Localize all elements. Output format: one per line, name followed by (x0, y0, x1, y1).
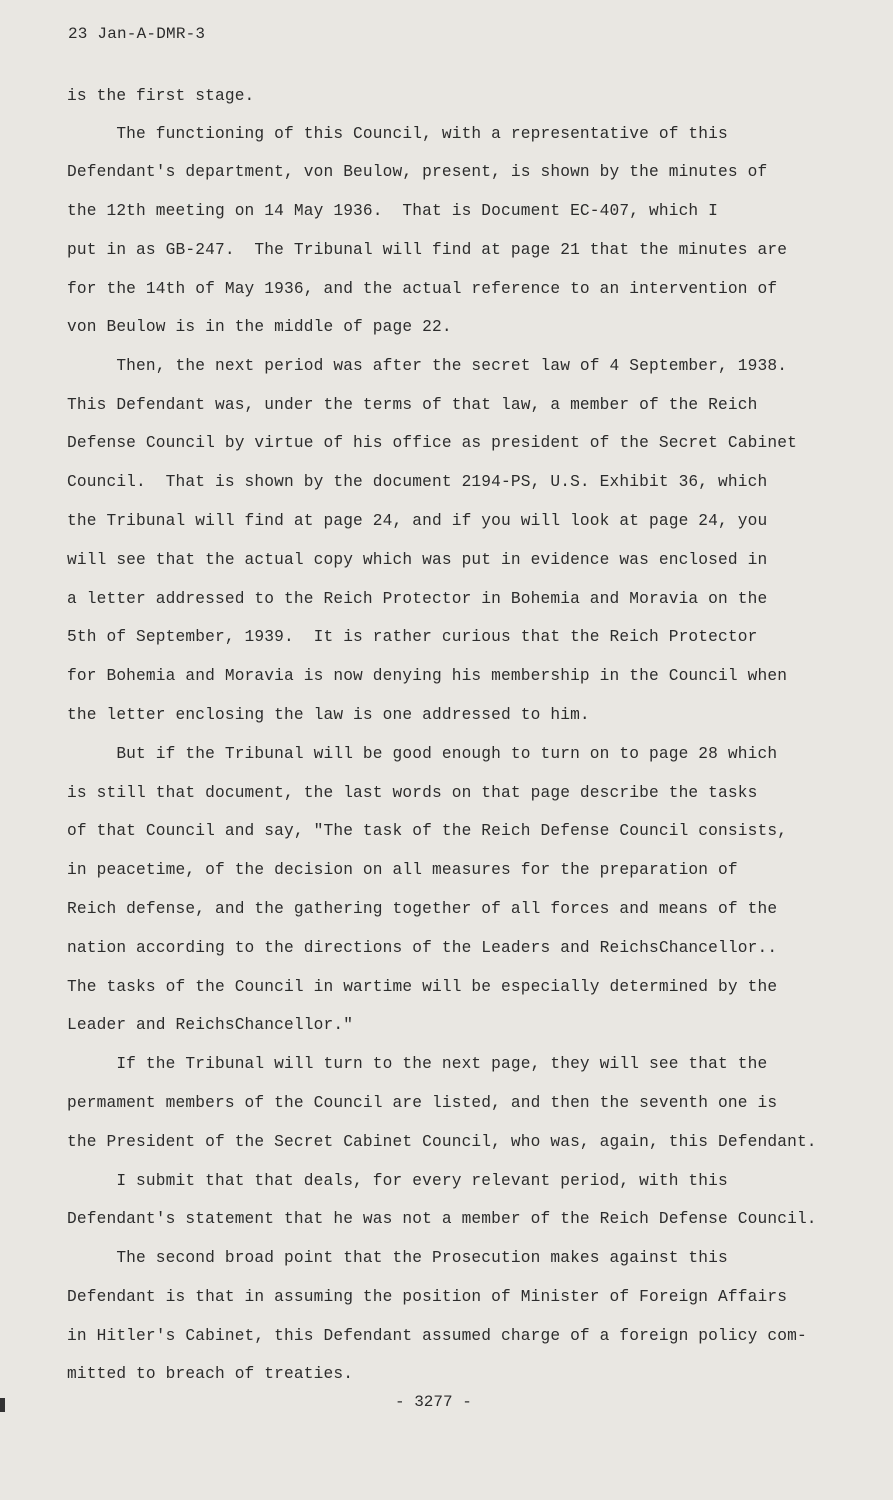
text-line: The second broad point that the Prosecution makes against this (67, 1249, 728, 1267)
text-line: nation according to the directions of the Leaders and ReichsChancellor.. (67, 939, 778, 957)
text-line: in peacetime, of the decision on all measures for the preparation of (67, 861, 738, 879)
text-line: But if the Tribunal will be good enough to turn on to page 28 which (67, 745, 778, 763)
text-line: Leader and ReichsChancellor." (67, 1016, 354, 1034)
text-line: The functioning of this Council, with a representative of this (67, 125, 728, 143)
text-line: is still that document, the last words on that page describe the tasks (67, 784, 758, 802)
text-line: the letter enclosing the law is one addressed to him. (67, 706, 590, 724)
text-line: Defendant is that in assuming the position of Minister of Foreign Affairs (67, 1288, 788, 1306)
text-line: If the Tribunal will turn to the next page, they will see that the (67, 1055, 768, 1073)
text-line: put in as GB-247. The Tribunal will find at page 21 that the minutes are (67, 241, 788, 259)
text-line: will see that the actual copy which was put in evidence was enclosed in (67, 551, 768, 569)
text-line: the President of the Secret Cabinet Council, who was, again, this Defendant. (67, 1133, 817, 1151)
text-line: Reich defense, and the gathering together of all forces and means of the (67, 900, 778, 918)
text-line: Defendant's statement that he was not a member of the Reich Defense Council. (67, 1210, 817, 1228)
text-line: von Beulow is in the middle of page 22. (67, 318, 452, 336)
text-line: mitted to breach of treaties. (67, 1365, 354, 1383)
document-header-id: 23 Jan-A-DMR-3 (68, 25, 206, 43)
text-line: This Defendant was, under the terms of that law, a member of the Reich (67, 396, 758, 414)
text-line: Defense Council by virtue of his office as president of the Secret Cabinet (67, 434, 797, 452)
text-line: the 12th meeting on 14 May 1936. That is Document EC-407, which I (67, 202, 719, 220)
text-line: of that Council and say, "The task of the Reich Defense Council consists, (67, 822, 788, 840)
text-line: 5th of September, 1939. It is rather curious that the Reich Protector (67, 628, 758, 646)
text-line: I submit that that deals, for every relevant period, with this (67, 1172, 728, 1190)
text-line: the Tribunal will find at page 24, and if you will look at page 24, you (67, 512, 768, 530)
text-line: for the 14th of May 1936, and the actual reference to an intervention of (67, 280, 778, 298)
text-line: permament members of the Council are listed, and then the seventh one is (67, 1094, 778, 1112)
text-line: The tasks of the Council in wartime will be especially determined by the (67, 978, 778, 996)
page-number: - 3277 - (395, 1393, 472, 1411)
text-line: Defendant's department, von Beulow, present, is shown by the minutes of (67, 163, 768, 181)
text-line: for Bohemia and Moravia is now denying his membership in the Council when (67, 667, 788, 685)
text-line: a letter addressed to the Reich Protector in Bohemia and Moravia on the (67, 590, 768, 608)
text-line: in Hitler's Cabinet, this Defendant assumed charge of a foreign policy com- (67, 1327, 807, 1345)
margin-mark (0, 1398, 5, 1412)
text-line: Then, the next period was after the secret law of 4 September, 1938. (67, 357, 788, 375)
text-line: Council. That is shown by the document 2194-PS, U.S. Exhibit 36, which (67, 473, 768, 491)
text-line: is the first stage. (67, 87, 255, 105)
